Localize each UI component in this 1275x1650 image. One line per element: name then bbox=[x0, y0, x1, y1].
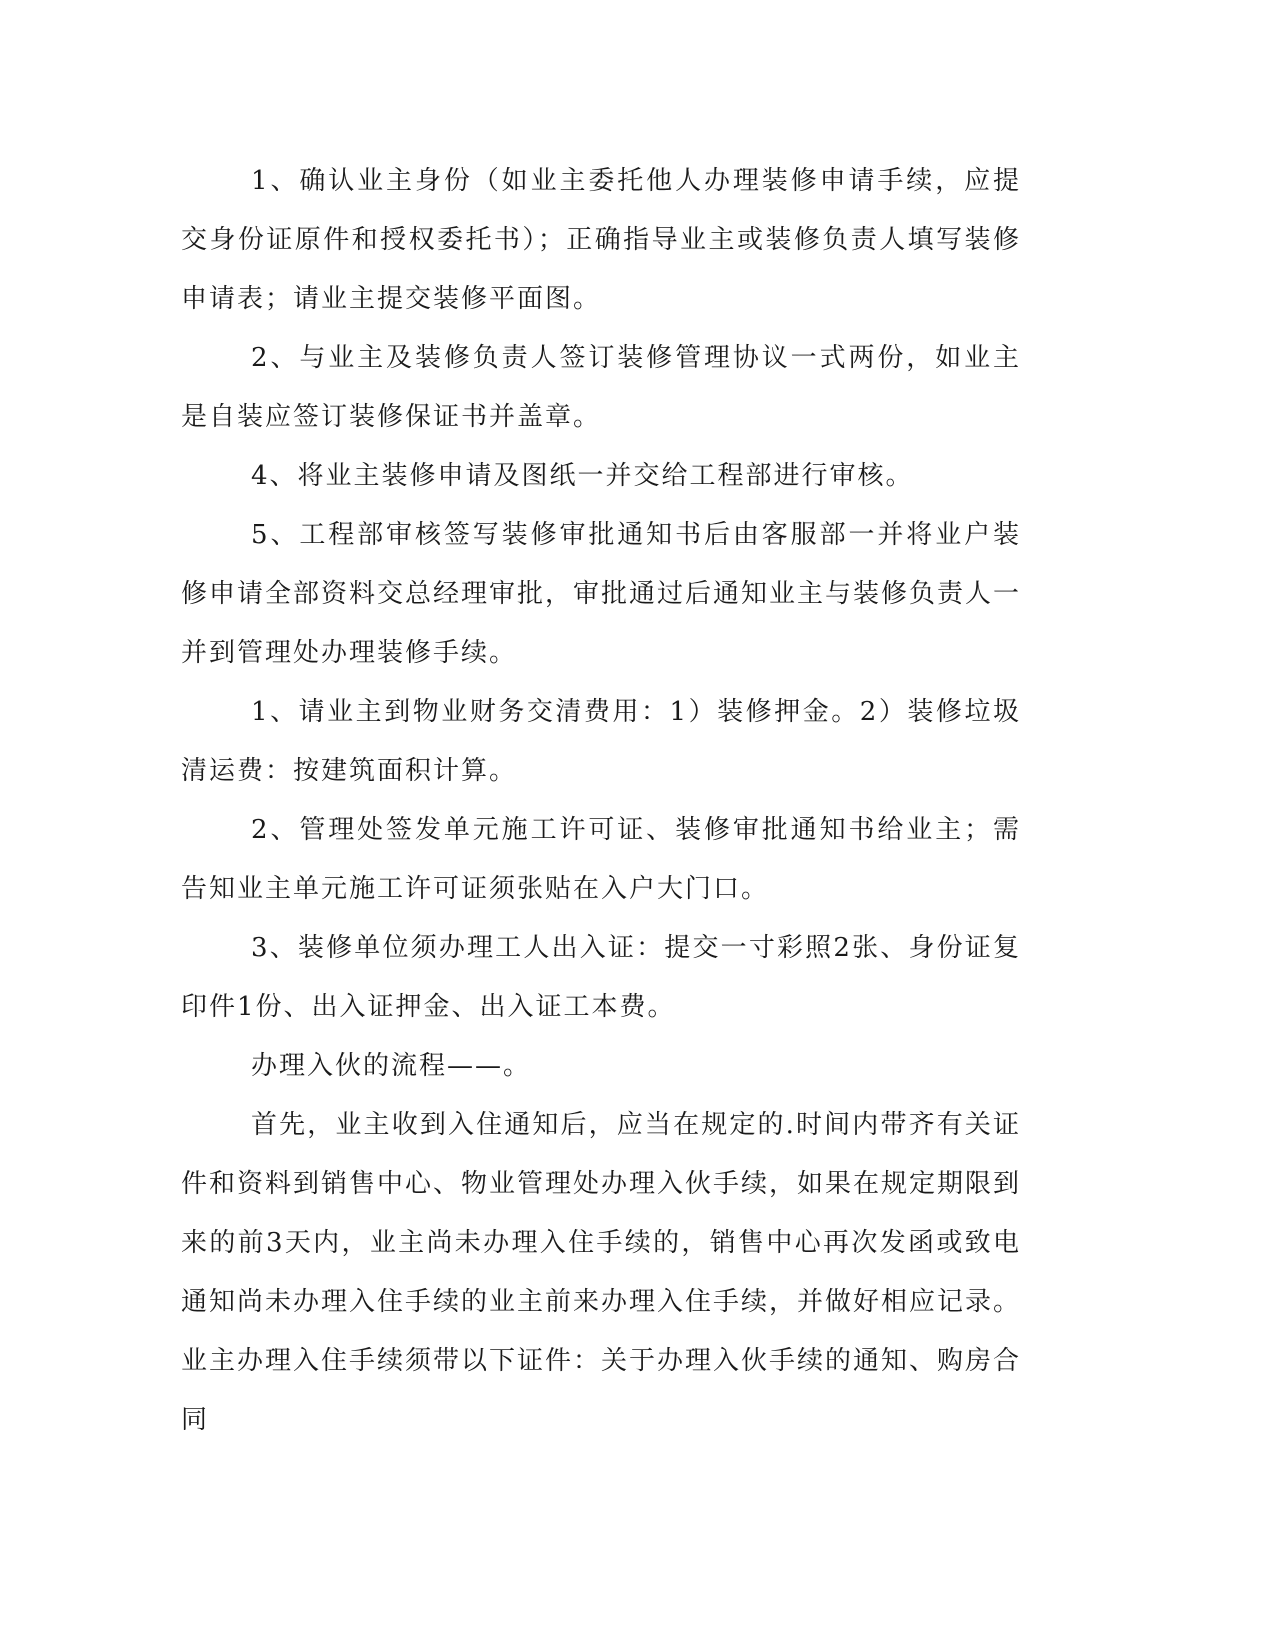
paragraph-renovation-step-1: 1、确认业主身份（如业主委托他人办理装修申请手续，应提交身份证原件和授权委托书）；正确指导业主或装修负责人填写装修申请表；请业主提交装修平面图。 bbox=[181, 166, 1021, 314]
paragraph-fees-step-1: 1、请业主到物业财务交清费用：1）装修押金。2）装修垃圾清运费：按建筑面积计算。 bbox=[181, 697, 1021, 786]
document-body bbox=[181, 152, 1021, 1450]
paragraph-renovation-step-2: 2、与业主及装修负责人签订装修管理协议一式两份，如业主是自装应签订装修保证书并盖章。 bbox=[181, 343, 1021, 432]
paragraph-permit-step-2: 2、管理处签发单元施工许可证、装修审批通知书给业主；需告知业主单元施工许可证须张贴在入户大门口。 bbox=[181, 815, 1021, 904]
paragraph-renovation-step-5: 5、工程部审核签写装修审批通知书后由客服部一并将业户装修申请全部资料交总经理审批，审批通过后通知业主与装修负责人一并到管理处办理装修手续。 bbox=[181, 520, 1022, 668]
paragraph-renovation-step-4: 4、将业主装修申请及图纸一并交给工程部进行审核。 bbox=[251, 461, 914, 491]
paragraph-move-in-procedure: 首先，业主收到入住通知后，应当在规定的.时间内带齐有关证件和资料到销售中心、物业管理处办理入伙手续，如果在规定期限到来的前3天内，业主尚未办理入住手续的，销售中心再次发函或致电通知尚未办理入住手续的业主前来办理入住手续，并做好相应记录。业主办理入住手续须带以下证件：关于办理入伙手续的通知、购房合同 bbox=[181, 1110, 1022, 1435]
section-heading-move-in-process: 办理入伙的流程——。 bbox=[251, 1051, 532, 1081]
paragraph-worker-pass-step-3: 3、装修单位须办理工人出入证：提交一寸彩照2张、身份证复印件1份、出入证押金、出入证工本费。 bbox=[181, 933, 1021, 1022]
